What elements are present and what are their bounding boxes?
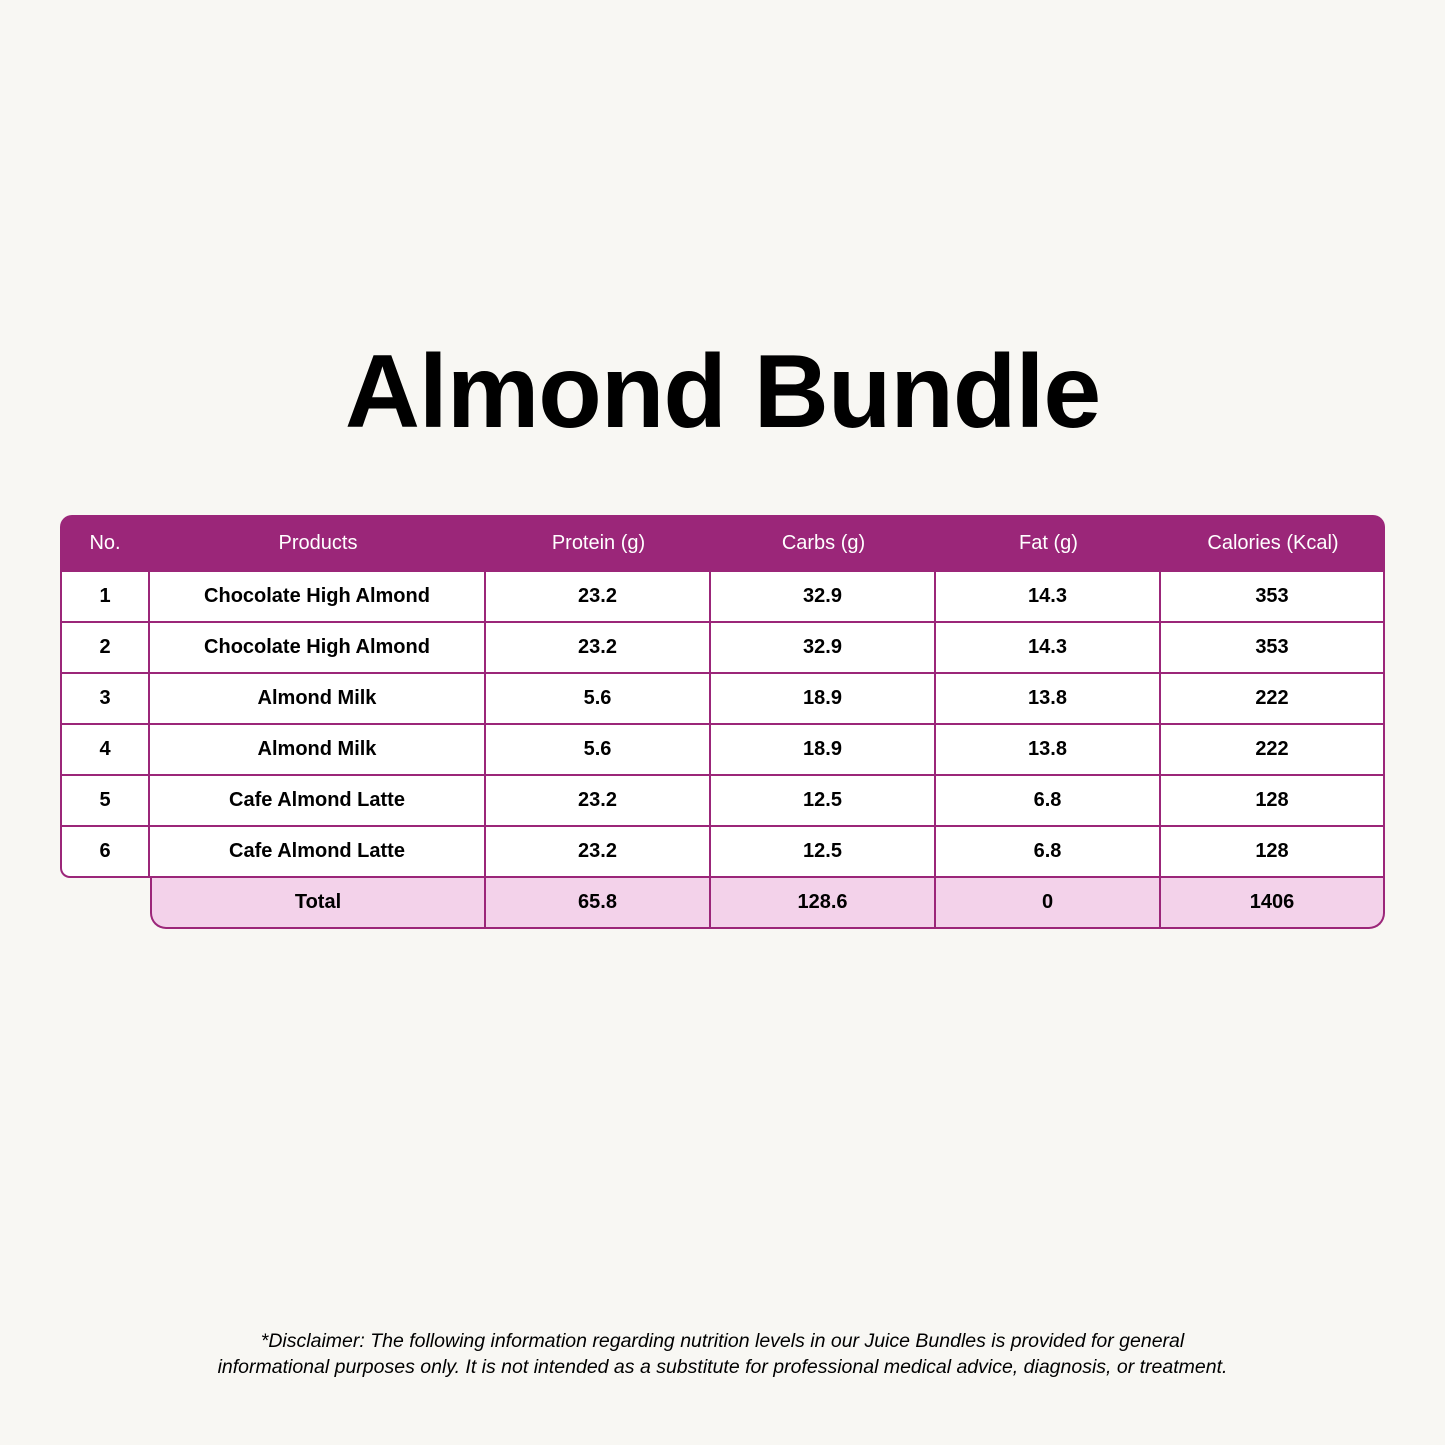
cell-fat: 6.8 [936, 776, 1161, 827]
table-row [60, 623, 1385, 674]
cell-product: Almond Milk [150, 725, 486, 776]
cell-product: Cafe Almond Latte [150, 827, 486, 878]
page-title: Almond Bundle [344, 334, 1101, 450]
cell-no: 2 [60, 623, 150, 674]
table-row [60, 776, 1385, 827]
total-row [60, 878, 1385, 929]
disclaimer [0, 1328, 1445, 1380]
cell-fat: 13.8 [936, 725, 1161, 776]
header-no: No. [60, 515, 150, 572]
nutrition-table-container [60, 515, 1385, 929]
header-products: Products [150, 515, 486, 572]
cell-carbs: 18.9 [711, 725, 936, 776]
total-carbs: 128.6 [711, 878, 936, 929]
table-header-row [60, 515, 1385, 572]
cell-carbs: 32.9 [711, 572, 936, 623]
header-carbs: Carbs (g) [711, 515, 936, 572]
cell-fat: 13.8 [936, 674, 1161, 725]
table-row [60, 725, 1385, 776]
cell-protein: 23.2 [486, 827, 711, 878]
cell-protein: 5.6 [486, 725, 711, 776]
cell-no: 4 [60, 725, 150, 776]
total-label: Total [150, 878, 486, 929]
table-row [60, 674, 1385, 725]
cell-protein: 23.2 [486, 623, 711, 674]
disclaimer-line-1: *Disclaimer: The following information regarding nutrition levels in our Juice Bundles is provided for general [260, 1330, 1185, 1352]
cell-calories: 222 [1161, 674, 1385, 725]
cell-protein: 23.2 [486, 572, 711, 623]
cell-protein: 5.6 [486, 674, 711, 725]
cell-no: 5 [60, 776, 150, 827]
cell-protein: 23.2 [486, 776, 711, 827]
cell-fat: 14.3 [936, 572, 1161, 623]
header-calories: Calories (Kcal) [1161, 515, 1385, 572]
cell-product: Almond Milk [150, 674, 486, 725]
cell-no: 1 [60, 572, 150, 623]
total-spacer [60, 878, 150, 929]
cell-no: 3 [60, 674, 150, 725]
cell-fat: 14.3 [936, 623, 1161, 674]
cell-carbs: 12.5 [711, 827, 936, 878]
cell-no: 6 [60, 827, 150, 878]
total-fat: 0 [936, 878, 1161, 929]
cell-carbs: 32.9 [711, 623, 936, 674]
header-fat: Fat (g) [936, 515, 1161, 572]
cell-fat: 6.8 [936, 827, 1161, 878]
nutrition-table [60, 515, 1385, 929]
total-protein: 65.8 [486, 878, 711, 929]
cell-calories: 128 [1161, 776, 1385, 827]
cell-product: Cafe Almond Latte [150, 776, 486, 827]
cell-product: Chocolate High Almond [150, 572, 486, 623]
cell-calories: 353 [1161, 572, 1385, 623]
cell-calories: 353 [1161, 623, 1385, 674]
cell-product: Chocolate High Almond [150, 623, 486, 674]
cell-carbs: 12.5 [711, 776, 936, 827]
disclaimer-line-2: informational purposes only. It is not intended as a substitute for professional medical advice, diagnosis, or treatment. [217, 1356, 1228, 1378]
cell-calories: 128 [1161, 827, 1385, 878]
header-protein: Protein (g) [486, 515, 711, 572]
cell-carbs: 18.9 [711, 674, 936, 725]
total-calories: 1406 [1161, 878, 1385, 929]
cell-calories: 222 [1161, 725, 1385, 776]
table-row [60, 827, 1385, 878]
table-row [60, 572, 1385, 623]
